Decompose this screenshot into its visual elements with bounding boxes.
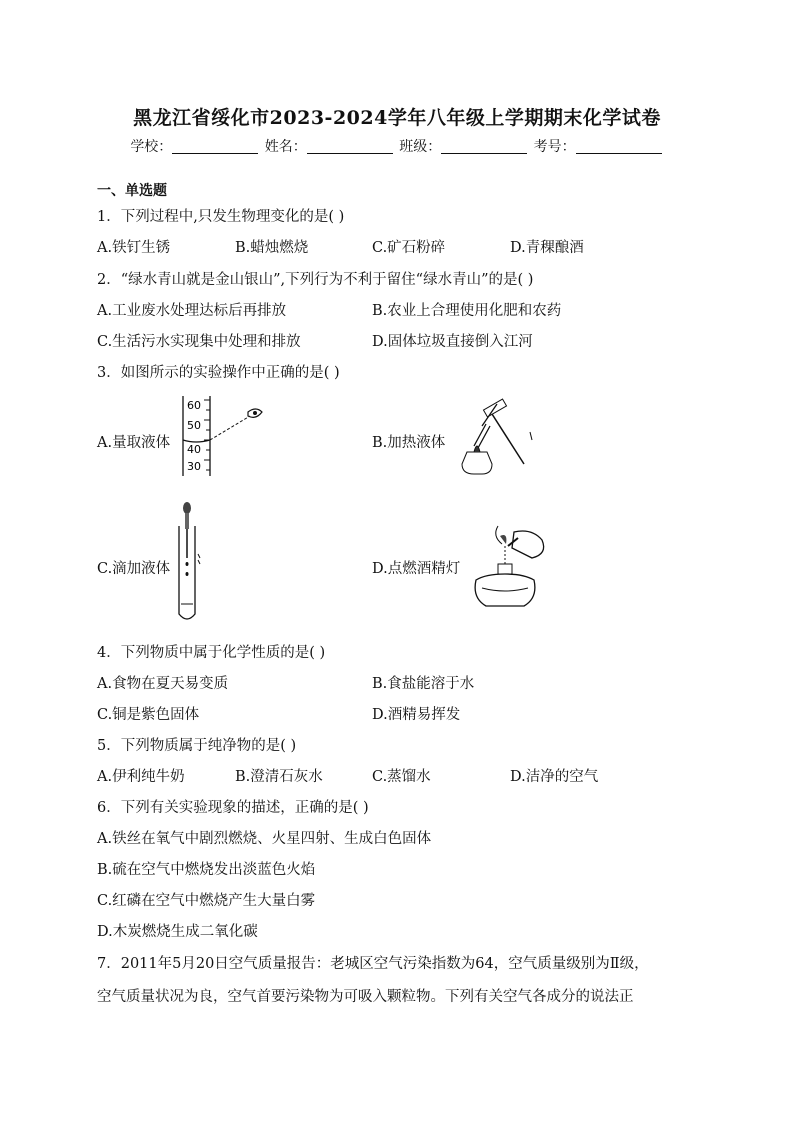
q4-option-b[interactable]: B.食盐能溶于水 [372, 676, 475, 692]
cylinder-tick-60: 60 [187, 399, 201, 412]
q4-option-a[interactable]: A.食物在夏天易变质 [97, 676, 229, 692]
q2-option-c[interactable]: C.生活污水实现集中处理和排放 [97, 334, 301, 350]
section-heading: 一、单选题 [97, 183, 167, 199]
q4-option-c[interactable]: C.铜是紫色固体 [97, 707, 200, 723]
question-3-stem: 3．如图所示的实验操作中正确的是( ) [97, 365, 340, 381]
question-5-stem: 5．下列物质属于纯净物的是( ) [97, 738, 297, 754]
q1-option-d[interactable]: D.青稞酿酒 [510, 240, 584, 256]
question-7-stem-line-2: 空气质量状况为良，空气首要污染物为可吸入颗粒物。下列有关空气各成分的说法正 [97, 989, 634, 1005]
q6-option-a[interactable]: A.铁丝在氧气中剧烈燃烧、火星四射、生成白色固体 [97, 831, 432, 847]
question-6-stem: 6．下列有关实验现象的描述，正确的是( ) [97, 800, 369, 816]
q1-option-c[interactable]: C.矿石粉碎 [372, 240, 446, 256]
q5-option-b[interactable]: B.澄清石灰水 [235, 769, 323, 785]
school-label: 学校： [130, 139, 173, 155]
question-4-stem: 4．下列物质中属于化学性质的是( ) [97, 645, 326, 661]
name-blank[interactable] [307, 139, 393, 154]
q3-option-a[interactable]: A.量取液体 [97, 435, 171, 451]
number-blank[interactable] [576, 139, 662, 154]
q1-option-a[interactable]: A.铁钉生锈 [97, 240, 171, 256]
q3-option-b[interactable]: B.加热液体 [372, 435, 446, 451]
dropper-figure [176, 500, 206, 624]
cylinder-tick-40: 40 [187, 443, 201, 456]
heating-liquid-figure [452, 396, 542, 478]
cylinder-tick-50: 50 [187, 419, 201, 432]
q5-option-c[interactable]: C.蒸馏水 [372, 769, 431, 785]
class-label: 班级： [399, 139, 442, 155]
q3-option-c[interactable]: C.滴加液体 [97, 561, 171, 577]
q1-option-b[interactable]: B.蜡烛燃烧 [235, 240, 309, 256]
exam-title: 黑龙江省绥化市2023-2024学年八年级上学期期末化学试卷 [133, 107, 661, 129]
q6-option-c[interactable]: C.红磷在空气中燃烧产生大量白雾 [97, 893, 316, 909]
school-blank[interactable] [172, 139, 258, 154]
question-7-stem-line-1: 7．2011年5月20日空气质量报告：老城区空气污染指数为64，空气质量级别为Ⅱ级， [97, 956, 649, 972]
number-label: 考号： [533, 139, 576, 155]
cylinder-tick-30: 30 [187, 460, 201, 473]
q4-option-d[interactable]: D.酒精易挥发 [372, 707, 461, 723]
q2-option-d[interactable]: D.固体垃圾直接倒入江河 [372, 334, 533, 350]
q5-option-d[interactable]: D.洁净的空气 [510, 769, 599, 785]
class-blank[interactable] [441, 139, 527, 154]
q3-option-d[interactable]: D.点燃酒精灯 [372, 561, 461, 577]
question-1-stem: 1．下列过程中,只发生物理变化的是( ) [97, 209, 345, 225]
q6-option-b[interactable]: B.硫在空气中燃烧发出淡蓝色火焰 [97, 862, 316, 878]
question-2-stem: 2．“绿水青山就是金山银山”,下列行为不利于留住“绿水青山”的是( ) [97, 272, 534, 288]
student-info-row [0, 136, 794, 156]
q5-option-a[interactable]: A.伊利纯牛奶 [97, 769, 185, 785]
q2-option-a[interactable]: A.工业废水处理达标后再排放 [97, 303, 287, 319]
alcohol-lamp-figure [462, 518, 554, 614]
q6-option-d[interactable]: D.木炭燃烧生成二氧化碳 [97, 924, 258, 940]
q2-option-b[interactable]: B.农业上合理使用化肥和农药 [372, 303, 562, 319]
graduated-cylinder-figure [178, 394, 268, 478]
name-label: 姓名： [264, 139, 307, 155]
